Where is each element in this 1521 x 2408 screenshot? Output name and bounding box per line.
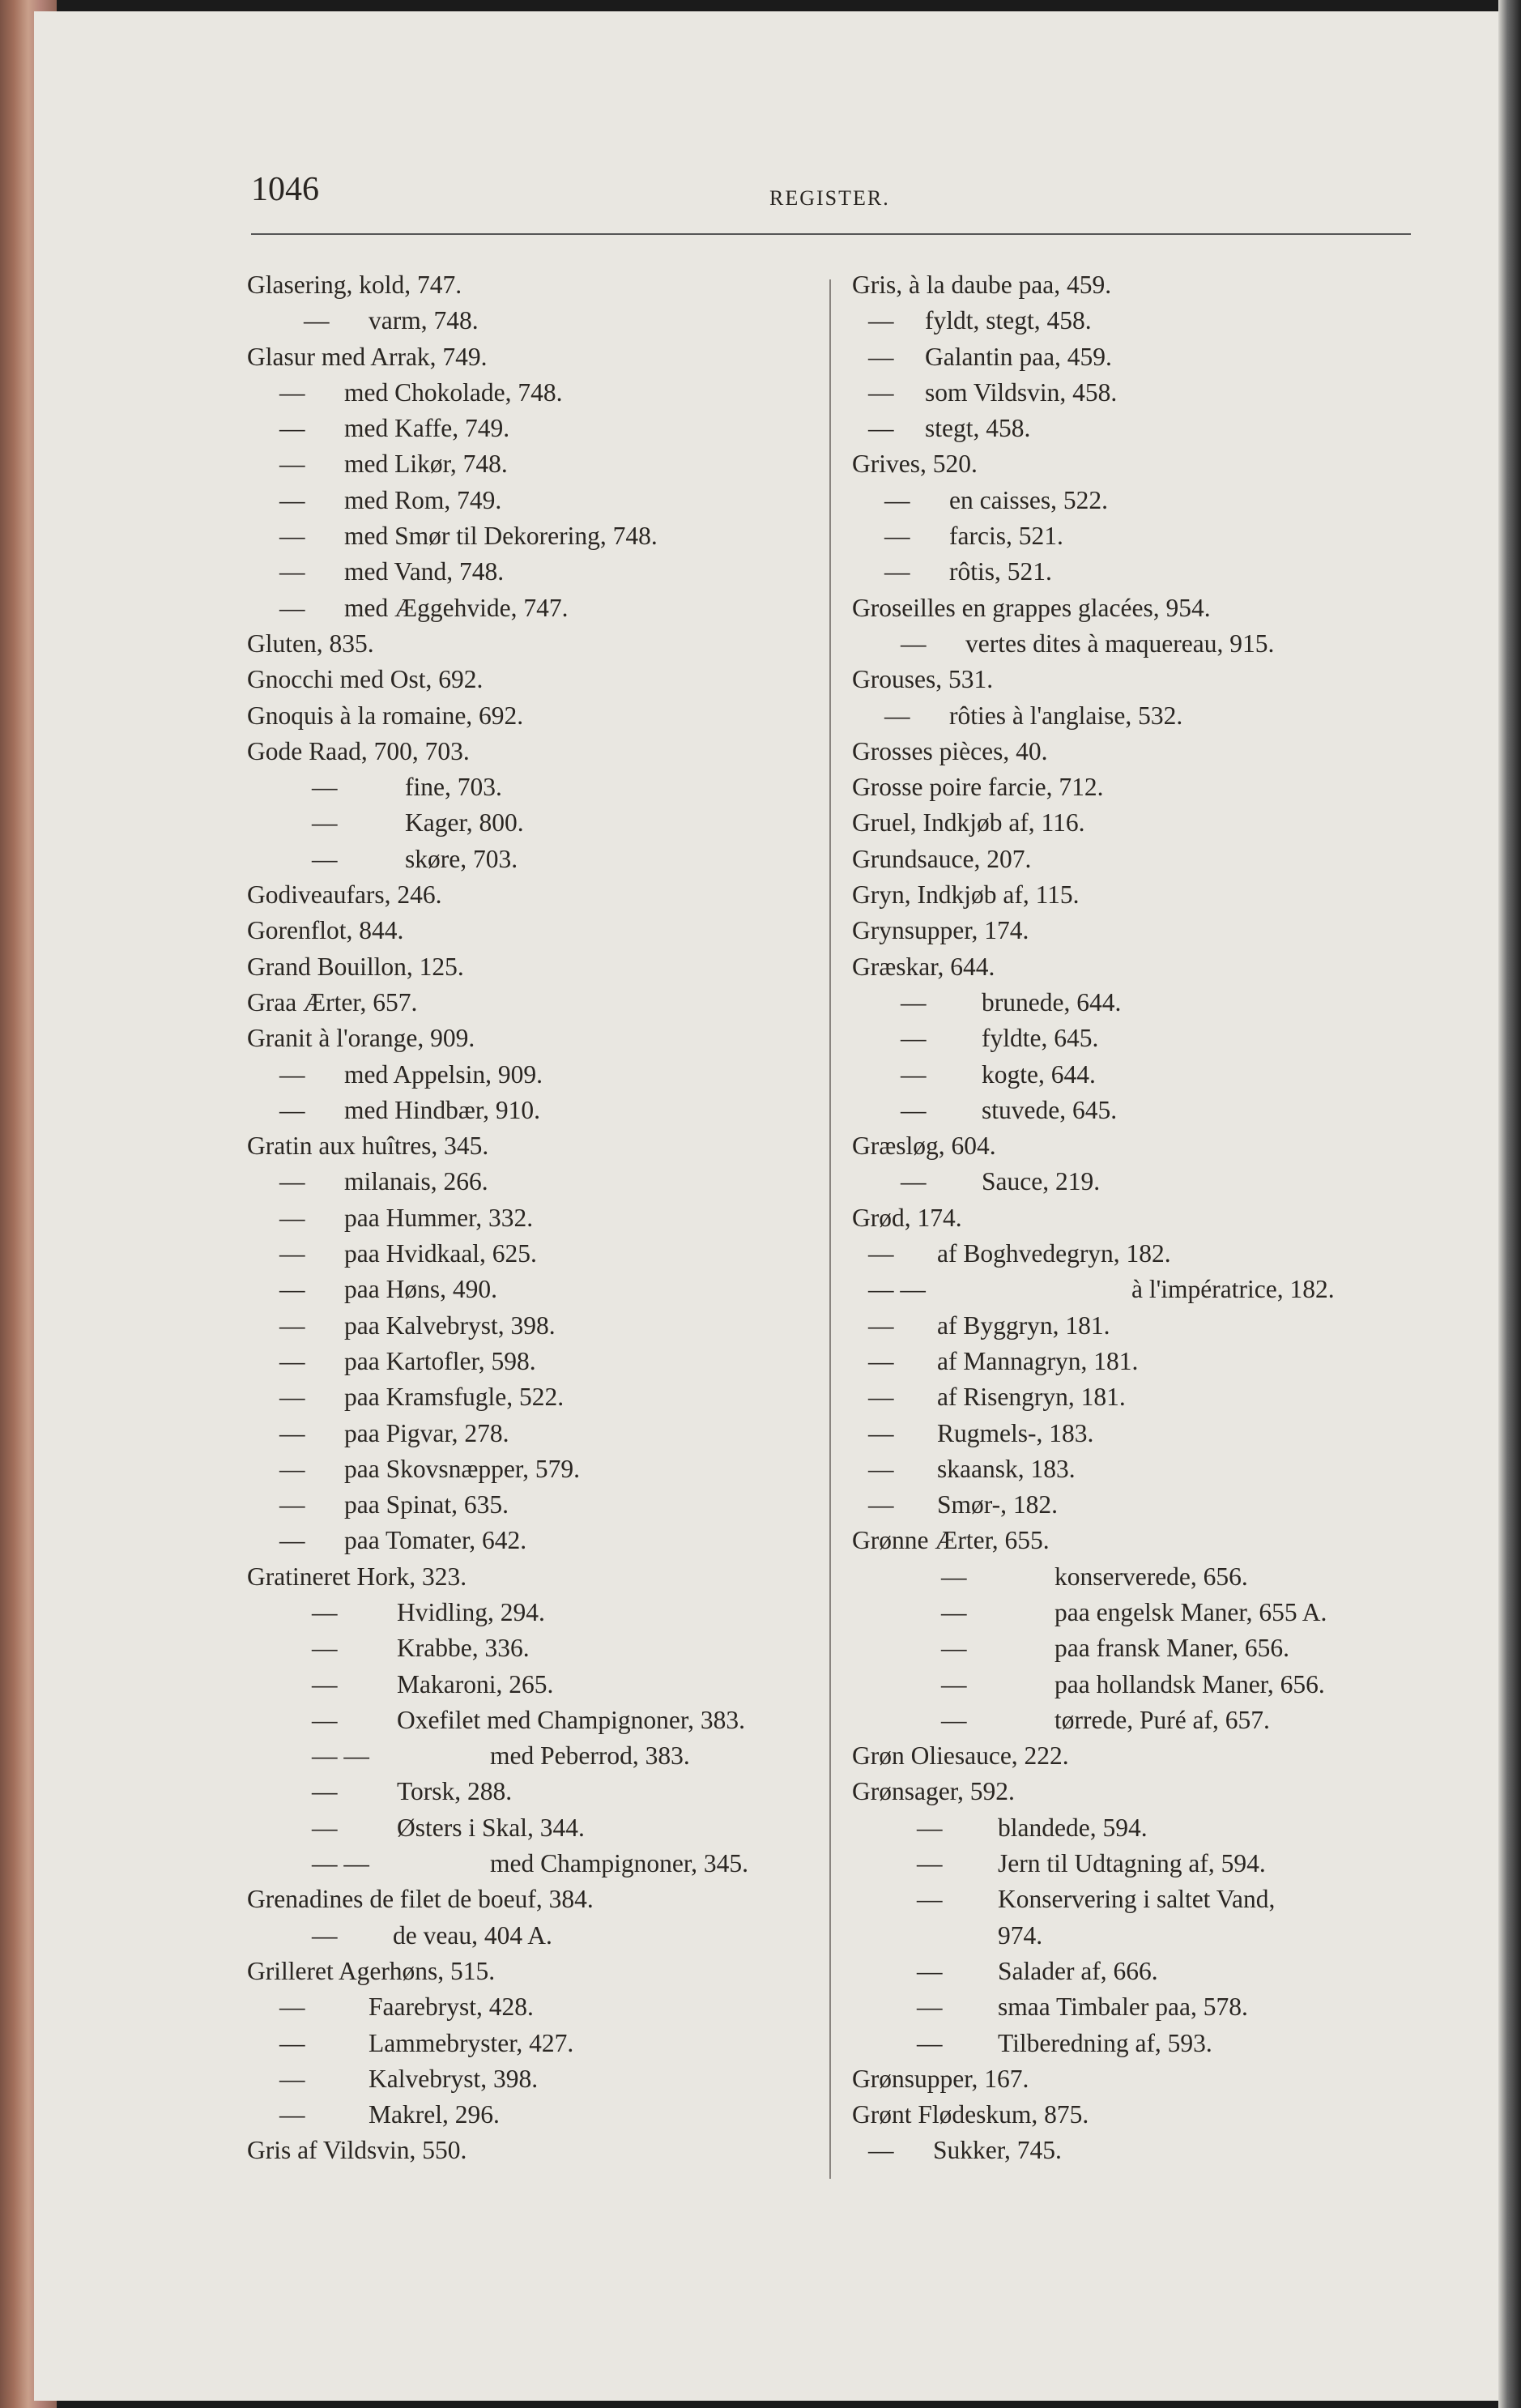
index-entry-text: fyldt, stegt, 458.: [925, 306, 1092, 335]
index-entry: [852, 1595, 1411, 1630]
index-entry: [852, 554, 1411, 590]
index-entry-text: Lammebryster, 427.: [369, 2028, 574, 2057]
index-entry-text: fine, 703.: [405, 773, 502, 802]
index-entry: [247, 483, 822, 518]
index-entry-text: som Vildsvin, 458.: [925, 377, 1118, 407]
index-entry-text: Krabbe, 336.: [397, 1634, 530, 1663]
index-entry: [247, 554, 822, 590]
ditto-dash: —: [868, 306, 894, 335]
index-entry: [247, 626, 822, 662]
index-entry-text: med Appelsin, 909.: [344, 1059, 543, 1089]
ditto-dash: —: [917, 1956, 943, 1985]
ditto-dash: —: [941, 1669, 967, 1698]
ditto-dash: —: [279, 1992, 305, 2022]
index-entry-text: Hvidling, 294.: [397, 1597, 545, 1626]
ditto-dash: —: [312, 1634, 338, 1663]
index-entry-text: varm, 748.: [369, 306, 479, 335]
index-column-left: [247, 267, 822, 2169]
index-entry-text: Gratineret Hork, 323.: [247, 1562, 467, 1591]
ditto-dash: —: [312, 1705, 338, 1734]
index-entry-text: Grønsager, 592.: [852, 1777, 1015, 1806]
index-entry-text: Grenadines de filet de boeuf, 384.: [247, 1885, 594, 1914]
index-entry: [247, 2097, 822, 2133]
index-entry: [247, 339, 822, 375]
ditto-dash: —: [884, 557, 910, 586]
index-entry: [852, 1021, 1411, 1056]
index-entry: [852, 1416, 1411, 1451]
index-entry-text: paa Kramsfugle, 522.: [344, 1383, 565, 1412]
index-entry: [852, 267, 1411, 303]
index-entry-text: Grynsupper, 174.: [852, 916, 1029, 945]
index-entry-text: kogte, 644.: [982, 1059, 1096, 1089]
index-entry-text: Østers i Skal, 344.: [397, 1813, 585, 1842]
index-entry-text: Græsløg, 604.: [852, 1132, 996, 1161]
index-entry: [247, 1595, 822, 1630]
ditto-dash: —: [279, 377, 305, 407]
index-entry-text: Grundsauce, 207.: [852, 844, 1032, 873]
ditto-dash: —: [279, 557, 305, 586]
index-entry-text: Konservering i saltet Vand,: [998, 1885, 1276, 1914]
index-entry-text: paa Tomater, 642.: [344, 1526, 527, 1555]
index-entry: [852, 303, 1411, 339]
index-entry: [247, 1918, 822, 1954]
index-entry: [852, 949, 1411, 985]
index-entry: [247, 734, 822, 769]
ditto-dash: —: [941, 1634, 967, 1663]
index-entry: [852, 734, 1411, 769]
index-entry-text: af Risengryn, 181.: [937, 1383, 1126, 1412]
index-entry-text: konserverede, 656.: [1054, 1562, 1248, 1591]
index-entry: [852, 1918, 1411, 1954]
ditto-dash: —: [917, 1813, 943, 1842]
index-entry: [247, 1451, 822, 1487]
index-entry: [852, 1451, 1411, 1487]
ditto-dash: —: [279, 1311, 305, 1340]
ditto-dash: —: [917, 2028, 943, 2057]
ditto-dash: —: [868, 1311, 894, 1340]
index-entry-text: paa Spinat, 635.: [344, 1490, 509, 1519]
index-entry: [852, 1989, 1411, 2025]
index-entry: [247, 1021, 822, 1056]
index-entry: [247, 2026, 822, 2061]
index-entry-text: med Æggehvide, 747.: [344, 593, 569, 622]
index-entry-text: Makrel, 296.: [369, 2100, 500, 2129]
index-entry-text: paa Pigvar, 278.: [344, 1418, 509, 1447]
page-right-edge: [1498, 0, 1521, 2408]
index-entry-text: Glasering, kold, 747.: [247, 271, 462, 299]
index-entry: [247, 1093, 822, 1128]
index-entry-text: Gris, à la daube paa, 459.: [852, 271, 1112, 299]
index-entry-text: med Champignoner, 345.: [490, 1849, 748, 1878]
index-entry-text: Grilleret Agerhøns, 515.: [247, 1956, 496, 1985]
index-entry-text: Grønsupper, 167.: [852, 2064, 1029, 2093]
index-entry: [852, 626, 1411, 662]
index-entry: [852, 985, 1411, 1021]
ditto-dash: —: [312, 1669, 338, 1698]
index-entry: [852, 1774, 1411, 1809]
index-entry: [247, 2061, 822, 2097]
index-entry-text: Grives, 520.: [852, 450, 978, 479]
index-entry: [852, 1236, 1411, 1272]
index-entry-text: Galantin paa, 459.: [925, 342, 1112, 371]
index-entry-text: med Hindbær, 910.: [344, 1095, 540, 1124]
index-entry: [247, 1559, 822, 1595]
index-entry: [247, 267, 822, 303]
ditto-dash: —: [279, 1167, 305, 1196]
index-entry-text: Gnocchi med Ost, 692.: [247, 665, 484, 694]
index-entry: [247, 1810, 822, 1846]
index-entry: [852, 1667, 1411, 1703]
ditto-dash: —: [884, 701, 910, 730]
ditto-dash: — —: [312, 1849, 369, 1878]
index-entry: [247, 1882, 822, 1917]
index-entry: [852, 446, 1411, 482]
index-entry: [247, 1774, 822, 1809]
index-entry-text: af Byggryn, 181.: [937, 1311, 1110, 1340]
index-entry-text: med Vand, 748.: [344, 557, 505, 586]
index-entry-text: Gruel, Indkjøb af, 116.: [852, 808, 1085, 837]
ditto-dash: —: [279, 2064, 305, 2093]
ditto-dash: — —: [312, 1741, 369, 1771]
index-entry: [247, 1200, 822, 1236]
index-entry: [852, 1559, 1411, 1595]
ditto-dash: —: [868, 377, 894, 407]
index-entry-text: Sukker, 745.: [933, 2136, 1062, 2165]
index-entry: [247, 1272, 822, 1307]
ditto-dash: —: [868, 1454, 894, 1483]
index-entry-text: Grød, 174.: [852, 1203, 962, 1232]
index-entry-text: paa hollandsk Maner, 656.: [1054, 1669, 1325, 1698]
index-entry: [247, 1523, 822, 1558]
index-entry: [852, 1630, 1411, 1666]
index-entry-text: smaa Timbaler paa, 578.: [998, 1992, 1248, 2022]
column-divider: [829, 279, 831, 2179]
index-entry: [852, 483, 1411, 518]
ditto-dash: —: [901, 629, 927, 658]
ditto-dash: —: [279, 1203, 305, 1232]
index-entry-text: Kalvebryst, 398.: [369, 2064, 539, 2093]
ditto-dash: —: [279, 1526, 305, 1555]
index-entry-text: Tilberedning af, 593.: [998, 2028, 1212, 2057]
index-entry-text: med Smør til Dekorering, 748.: [344, 522, 658, 551]
index-entry-text: Salader af, 666.: [998, 1956, 1158, 1985]
index-entry-text: paa Hvidkaal, 625.: [344, 1239, 537, 1268]
ditto-dash: —: [279, 1383, 305, 1412]
index-entry: [247, 1236, 822, 1272]
index-entry-text: vertes dites à maquereau, 915.: [965, 629, 1275, 658]
index-entry-text: Gnoquis à la romaine, 692.: [247, 701, 524, 730]
index-entry: [247, 518, 822, 554]
index-entry: [247, 1379, 822, 1415]
index-entry-text: Graa Ærter, 657.: [247, 987, 418, 1016]
index-entry-text: milanais, 266.: [344, 1167, 488, 1196]
index-entry-text: Grønt Flødeskum, 875.: [852, 2100, 1089, 2129]
index-entry-text: paa fransk Maner, 656.: [1054, 1634, 1290, 1663]
index-entry: [247, 590, 822, 626]
index-entry-text: 974.: [998, 1920, 1043, 1950]
index-entry-text: Gratin aux huîtres, 345.: [247, 1132, 489, 1161]
index-entry: [852, 805, 1411, 841]
index-entry: [247, 303, 822, 339]
index-entry: [852, 913, 1411, 948]
ditto-dash: —: [312, 1777, 338, 1806]
index-entry: [852, 1128, 1411, 1164]
index-entry-text: rôtis, 521.: [949, 557, 1052, 586]
index-entry-text: skaansk, 183.: [937, 1454, 1076, 1483]
ditto-dash: —: [279, 1346, 305, 1375]
ditto-dash: —: [279, 2028, 305, 2057]
index-entry: [247, 1703, 822, 1738]
ditto-dash: —: [941, 1562, 967, 1591]
ditto-dash: —: [279, 1454, 305, 1483]
index-entry-text: Rugmels-, 183.: [937, 1418, 1094, 1447]
index-entry: [852, 1093, 1411, 1128]
index-entry-text: med Peberrod, 383.: [490, 1741, 690, 1771]
index-entry-text: Grønne Ærter, 655.: [852, 1526, 1050, 1555]
ditto-dash: — —: [868, 1275, 926, 1304]
index-entry: [852, 1057, 1411, 1093]
index-entry: [852, 1487, 1411, 1523]
ditto-dash: —: [312, 1597, 338, 1626]
index-entry: [852, 2133, 1411, 2168]
ditto-dash: —: [901, 1095, 927, 1124]
index-entry-text: rôties à l'anglaise, 532.: [949, 701, 1183, 730]
index-entry-text: en caisses, 522.: [949, 485, 1108, 514]
index-column-right: [852, 267, 1411, 2169]
ditto-dash: —: [917, 1849, 943, 1878]
index-entry: [852, 375, 1411, 411]
index-entry-text: Oxefilet med Champignoner, 383.: [397, 1705, 746, 1734]
index-entry: [247, 877, 822, 913]
index-entry-text: Groseilles en grappes glacées, 954.: [852, 593, 1211, 622]
index-entry-text: Gryn, Indkjøb af, 115.: [852, 880, 1080, 910]
index-entry-text: med Kaffe, 749.: [344, 414, 510, 443]
index-entry: [852, 1846, 1411, 1882]
index-entry-text: de veau, 404 A.: [393, 1920, 552, 1950]
index-entry: [852, 1738, 1411, 1774]
index-entry: [247, 662, 822, 697]
index-entry-text: med Chokolade, 748.: [344, 377, 563, 407]
ditto-dash: —: [279, 414, 305, 443]
index-entry: [852, 590, 1411, 626]
index-entry: [852, 518, 1411, 554]
index-entry-text: Granit à l'orange, 909.: [247, 1024, 475, 1053]
index-entry: [852, 1810, 1411, 1846]
index-entry: [247, 842, 822, 877]
index-entry-text: à l'impératrice, 182.: [1131, 1275, 1335, 1304]
ditto-dash: —: [868, 2136, 894, 2165]
index-entry: [247, 1487, 822, 1523]
index-entry-text: Gris af Vildsvin, 550.: [247, 2136, 467, 2165]
index-entry-text: fyldte, 645.: [982, 1024, 1099, 1053]
index-entry: [247, 1164, 822, 1200]
index-entry: [247, 1344, 822, 1379]
ditto-dash: —: [312, 773, 338, 802]
index-entry: [247, 1416, 822, 1451]
ditto-dash: —: [917, 1885, 943, 1914]
ditto-dash: —: [868, 1239, 894, 1268]
index-entry: [852, 769, 1411, 805]
index-entry-text: Jern til Udtagning af, 594.: [998, 1849, 1266, 1878]
index-entry-text: paa Skovsnæpper, 579.: [344, 1454, 580, 1483]
ditto-dash: —: [279, 1059, 305, 1089]
index-entry-text: Gluten, 835.: [247, 629, 374, 658]
index-entry-text: farcis, 521.: [949, 522, 1063, 551]
index-entry-text: brunede, 644.: [982, 987, 1122, 1016]
index-entry-text: paa Kartofler, 598.: [344, 1346, 536, 1375]
index-entry-text: stuvede, 645.: [982, 1095, 1118, 1124]
index-entry: [852, 1703, 1411, 1738]
ditto-dash: —: [279, 522, 305, 551]
ditto-dash: —: [312, 1920, 338, 1950]
index-entry-text: Grosses pièces, 40.: [852, 736, 1048, 765]
index-entry-text: Græskar, 644.: [852, 952, 995, 981]
index-entry: [852, 698, 1411, 734]
ditto-dash: —: [868, 1383, 894, 1412]
index-entry: [852, 411, 1411, 446]
index-entry-text: Glasur med Arrak, 749.: [247, 342, 488, 371]
index-entry-text: med Likør, 748.: [344, 450, 508, 479]
index-entry-text: Grosse poire farcie, 712.: [852, 773, 1104, 802]
index-entry: [247, 446, 822, 482]
index-entry: [852, 2097, 1411, 2133]
index-entry: [852, 339, 1411, 375]
index-entry: [852, 1164, 1411, 1200]
index-entry-text: Gode Raad, 700, 703.: [247, 736, 470, 765]
index-entry: [247, 769, 822, 805]
index-entry: [852, 2026, 1411, 2061]
ditto-dash: —: [884, 485, 910, 514]
index-entry: [247, 1846, 822, 1882]
index-entry-text: Makaroni, 265.: [397, 1669, 554, 1698]
ditto-dash: —: [901, 987, 927, 1016]
running-head: REGISTER.: [769, 186, 890, 210]
index-entry: [247, 1057, 822, 1093]
index-entry-text: blandede, 594.: [998, 1813, 1148, 1842]
index-entry: [247, 698, 822, 734]
index-entry-text: stegt, 458.: [925, 414, 1031, 443]
index-entry: [247, 1630, 822, 1666]
ditto-dash: —: [312, 808, 338, 837]
index-entry-text: paa Kalvebryst, 398.: [344, 1311, 556, 1340]
index-entry-text: Godiveaufars, 246.: [247, 880, 442, 910]
index-entry: [247, 913, 822, 948]
index-entry-text: af Mannagryn, 181.: [937, 1346, 1139, 1375]
ditto-dash: —: [279, 450, 305, 479]
index-entry-text: paa Hummer, 332.: [344, 1203, 534, 1232]
ditto-dash: —: [312, 1813, 338, 1842]
header-rule: [251, 233, 1411, 235]
index-entry-text: med Rom, 749.: [344, 485, 502, 514]
index-entry-text: skøre, 703.: [405, 844, 518, 873]
index-entry: [852, 1200, 1411, 1236]
index-entry: [852, 1308, 1411, 1344]
page-number: 1046: [251, 171, 319, 208]
index-entry: [852, 1379, 1411, 1415]
index-entry-text: Gorenflot, 844.: [247, 916, 404, 945]
ditto-dash: —: [868, 1418, 894, 1447]
index-entry: [852, 1954, 1411, 1989]
ditto-dash: —: [279, 1490, 305, 1519]
index-entry: [852, 2061, 1411, 2097]
ditto-dash: —: [279, 1418, 305, 1447]
index-entry: [247, 1128, 822, 1164]
index-entry-text: paa Høns, 490.: [344, 1275, 497, 1304]
ditto-dash: —: [279, 1095, 305, 1124]
index-entry: [247, 375, 822, 411]
ditto-dash: —: [901, 1059, 927, 1089]
ditto-dash: —: [941, 1705, 967, 1734]
index-entry: [852, 877, 1411, 913]
ditto-dash: —: [279, 593, 305, 622]
index-entry: [852, 842, 1411, 877]
index-entry: [852, 1272, 1411, 1307]
index-entry-text: Grand Bouillon, 125.: [247, 952, 464, 981]
index-entry-text: tørrede, Puré af, 657.: [1054, 1705, 1270, 1734]
index-entry: [852, 662, 1411, 697]
ditto-dash: —: [901, 1167, 927, 1196]
ditto-dash: —: [901, 1024, 927, 1053]
ditto-dash: —: [279, 1275, 305, 1304]
index-entry: [852, 1523, 1411, 1558]
ditto-dash: —: [279, 1239, 305, 1268]
ditto-dash: —: [868, 414, 894, 443]
index-entry-text: paa engelsk Maner, 655 A.: [1054, 1597, 1327, 1626]
index-entry: [247, 985, 822, 1021]
index-entry: [247, 949, 822, 985]
ditto-dash: —: [884, 522, 910, 551]
index-entry: [247, 1954, 822, 1989]
ditto-dash: —: [917, 1992, 943, 2022]
index-entry: [247, 2133, 822, 2168]
ditto-dash: —: [868, 1346, 894, 1375]
index-entry: [247, 1989, 822, 2025]
index-entry: [852, 1882, 1411, 1917]
ditto-dash: —: [868, 342, 894, 371]
ditto-dash: —: [941, 1597, 967, 1626]
index-entry-text: Sauce, 219.: [982, 1167, 1101, 1196]
index-entry: [247, 1738, 822, 1774]
page-header: [251, 162, 1409, 235]
ditto-dash: —: [868, 1490, 894, 1519]
index-entry-text: Grouses, 531.: [852, 665, 994, 694]
index-entry: [247, 411, 822, 446]
index-entry: [247, 1667, 822, 1703]
index-entry-text: Smør-, 182.: [937, 1490, 1058, 1519]
ditto-dash: —: [279, 2100, 305, 2129]
ditto-dash: —: [304, 306, 330, 335]
ditto-dash: —: [279, 485, 305, 514]
index-entry-text: Faarebryst, 428.: [369, 1992, 534, 2022]
ditto-dash: —: [312, 844, 338, 873]
index-entry-text: Grøn Oliesauce, 222.: [852, 1741, 1069, 1771]
index-entry-text: af Boghvedegryn, 182.: [937, 1239, 1171, 1268]
index-entry: [247, 805, 822, 841]
index-entry-text: Torsk, 288.: [397, 1777, 513, 1806]
index-entry-text: Kager, 800.: [405, 808, 524, 837]
index-entry: [852, 1344, 1411, 1379]
index-entry: [247, 1308, 822, 1344]
